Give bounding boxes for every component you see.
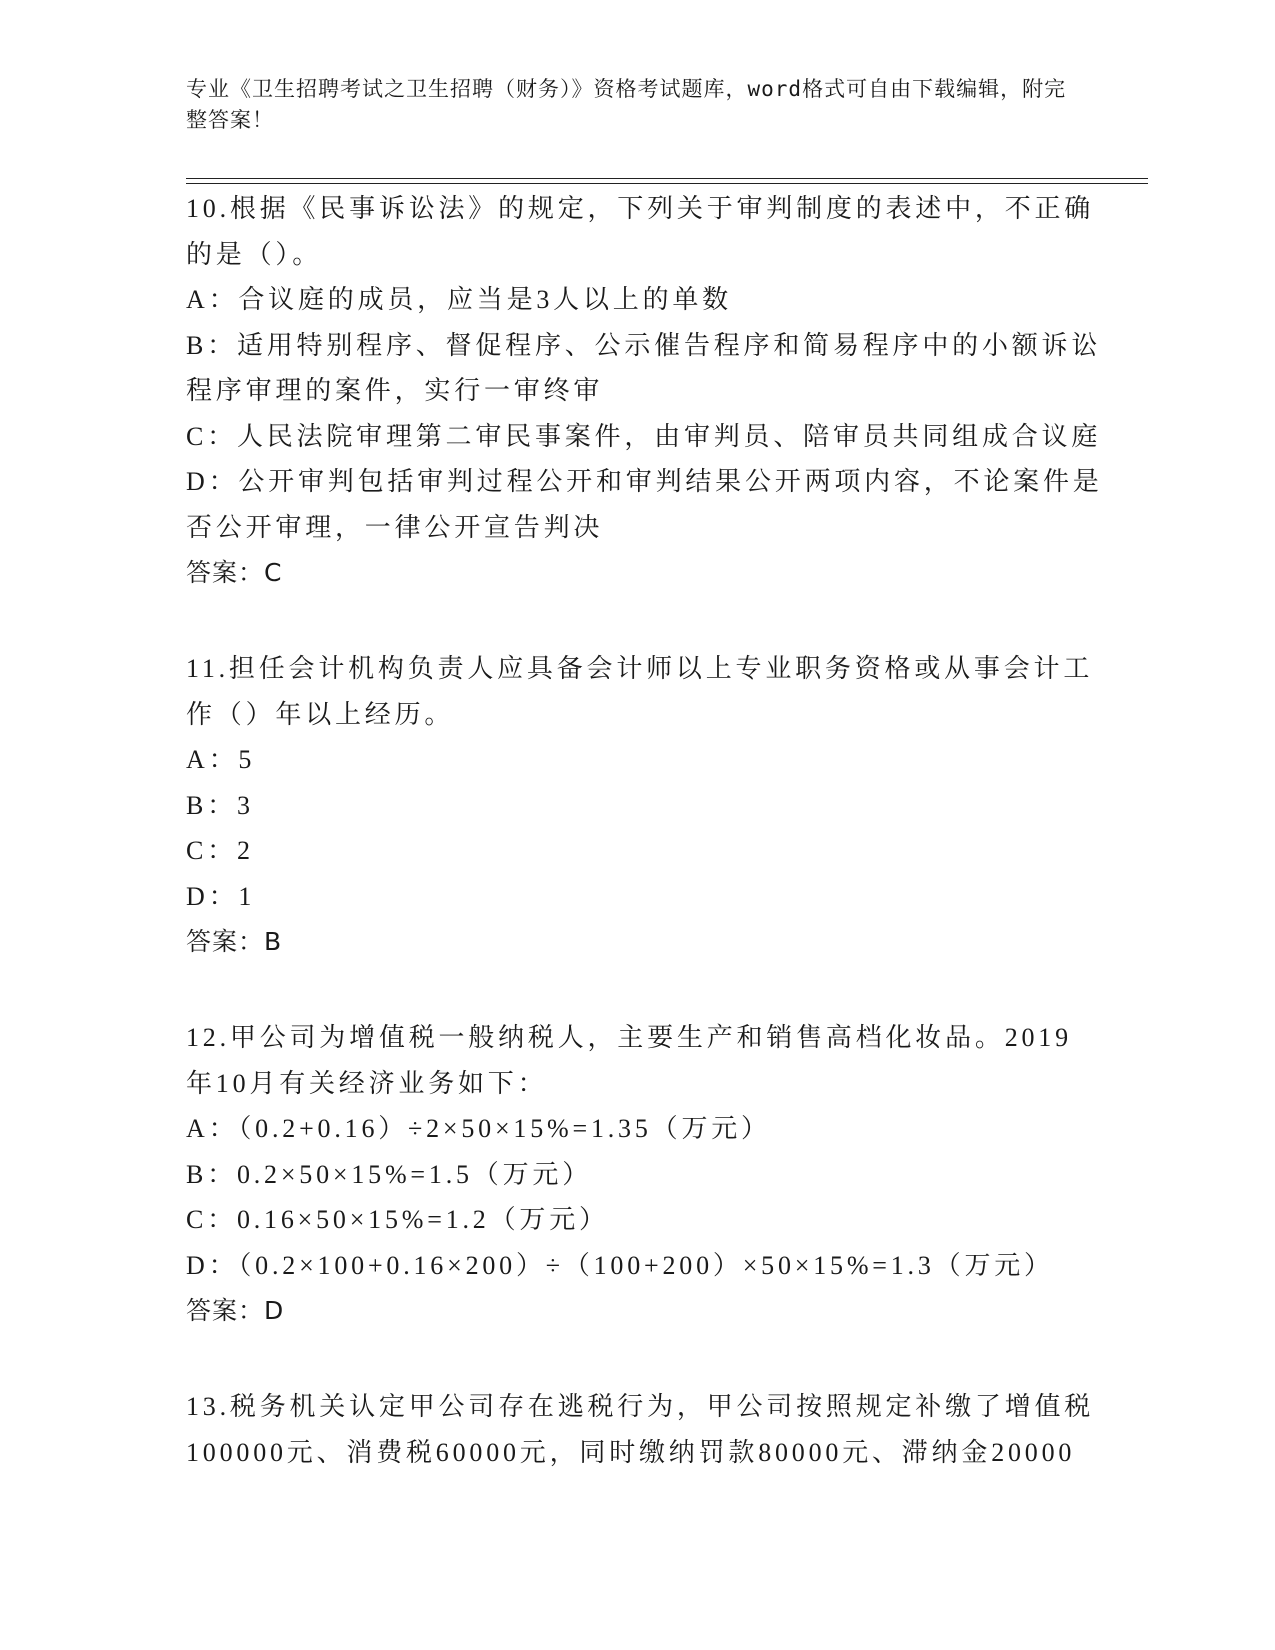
option-line: C：0.16×50×15%=1.2（万元） <box>186 1205 609 1234</box>
question-stem-line: 年10月有关经济业务如下： <box>186 1068 548 1098</box>
question-block <box>186 1384 1095 1475</box>
answer-label: 答案：D <box>186 1296 285 1325</box>
option-line: A：5 <box>186 745 256 774</box>
option-line: A：（0.2+0.16）÷2×50×15%=1.35（万元） <box>186 1114 771 1143</box>
option-line: 否公开审理，一律公开宣告判决 <box>186 512 604 542</box>
question-stem-line: 10.根据《民事诉讼法》的规定，下列关于审判制度的表述中，不正确 <box>186 194 1095 223</box>
answer-label: 答案：C <box>186 558 283 587</box>
header-divider-bottom <box>186 183 1148 184</box>
option-line: 程序审理的案件，实行一审终审 <box>186 376 604 405</box>
question-block <box>186 1015 1086 1334</box>
question-stem-line: 100000元、消费税60000元，同时缴纳罚款80000元、滞纳金20000 <box>186 1437 1076 1467</box>
option-line: D：公开审判包括审判过程公开和审判结果公开两项内容，不论案件是 <box>186 467 1103 496</box>
document-intro: 专业《卫生招聘考试之卫生招聘（财务）》资格考试题库，word格式可自由下载编辑，附完整答案！ <box>186 77 1067 132</box>
option-line: D：1 <box>186 881 256 911</box>
option-line: C：2 <box>186 836 254 865</box>
answer-label: 答案：B <box>186 927 283 956</box>
option-line: B：适用特别程序、督促程序、公示催告程序和简易程序中的小额诉讼 <box>186 330 1102 360</box>
question-stem-line: 的是（）。 <box>186 239 323 269</box>
option-line: B：0.2×50×15%=1.5（万元） <box>186 1159 592 1189</box>
option-line: D：（0.2×100+0.16×200）÷（100+200）×50×15%=1.3（万元） <box>186 1250 1054 1280</box>
question-block <box>186 186 1103 596</box>
question-stem-line: 13.税务机关认定甲公司存在逃税行为，甲公司按照规定补缴了增值税 <box>186 1392 1095 1421</box>
header-divider-top <box>186 178 1148 179</box>
question-list <box>186 186 1103 1525</box>
option-line: A：合议庭的成员，应当是3人以上的单数 <box>186 285 732 314</box>
question-stem-line: 作（）年以上经历。 <box>186 699 455 729</box>
question-stem-line: 12.甲公司为增值税一般纳税人，主要生产和销售高档化妆品。2019 <box>186 1023 1072 1052</box>
option-line: B：3 <box>186 790 254 820</box>
question-block <box>186 646 1094 965</box>
option-line: C：人民法院审理第二审民事案件，由审判员、陪审员共同组成合议庭 <box>186 421 1102 451</box>
question-stem-line: 11.担任会计机构负责人应具备会计师以上专业职务资格或从事会计工 <box>186 654 1094 683</box>
